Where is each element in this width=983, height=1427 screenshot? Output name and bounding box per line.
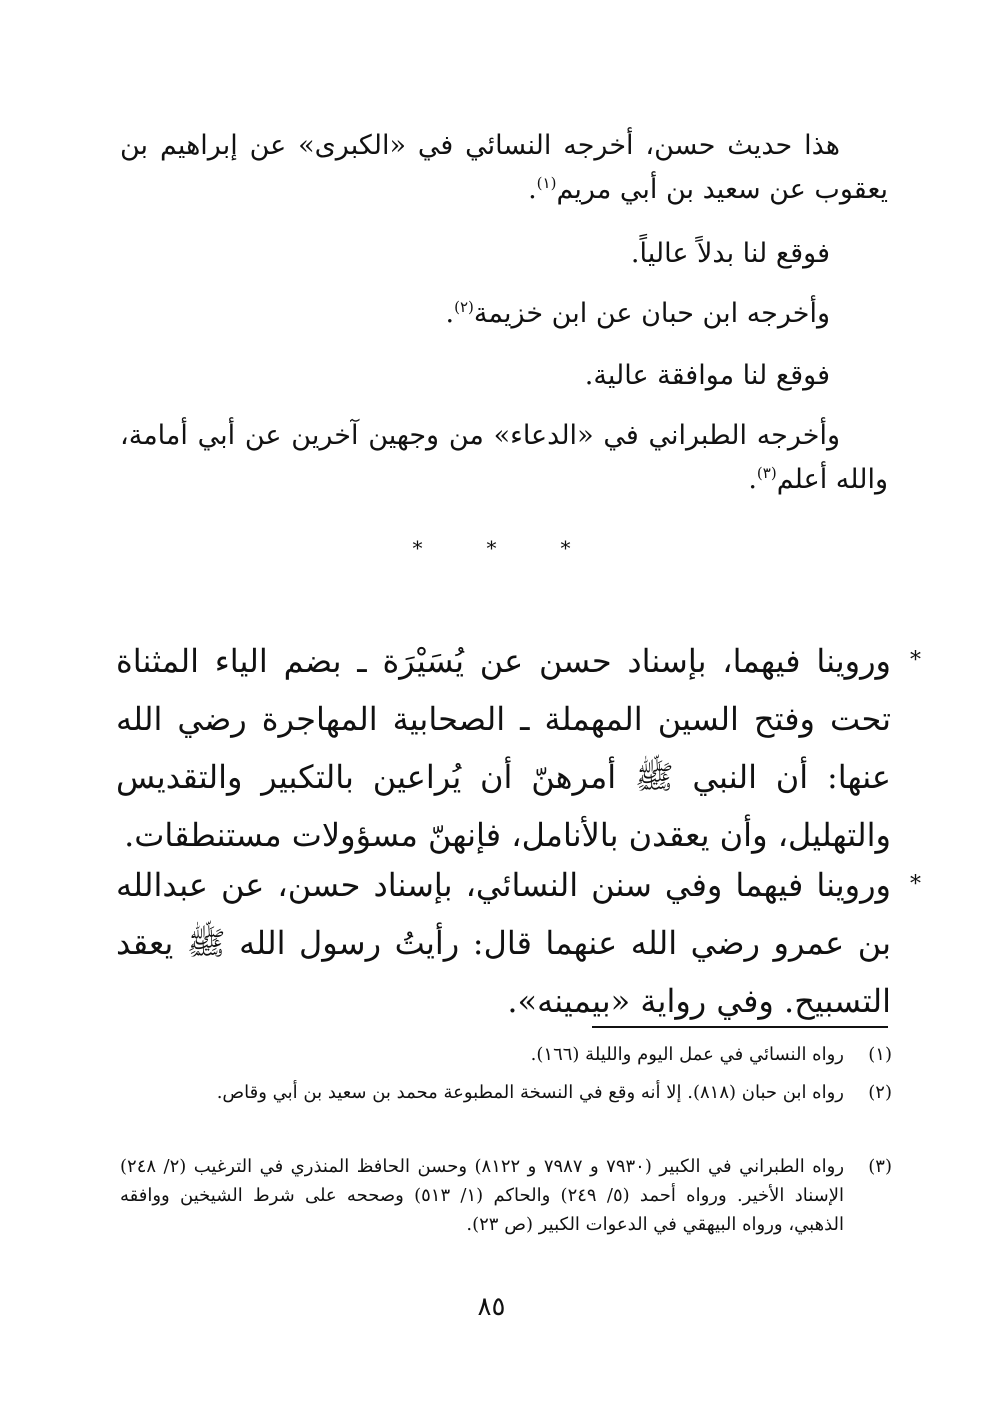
- narration-2-text: وروينا فيهما وفي سنن النسائي، بإسناد حسن، عن عبدالله بن عمرو رضي الله عنهما قال: رأيتُ رسول الله ﷺ يعقد التسبيح. وفي رواية «بيمينه».: [116, 866, 891, 1020]
- footnote-ref-3[interactable]: (٣): [756, 464, 777, 482]
- footnote-number: (١): [868, 1044, 892, 1065]
- narration-1: [116, 632, 921, 864]
- paragraph-5: وأخرجه الطبراني في «الدعاء» من وجهين آخرين عن أبي أمامة، والله أعلم$^{(٣)}$.: [120, 420, 888, 495]
- separator-star: *: [412, 536, 423, 560]
- paragraph-1-text: هذا حديث حسن، أخرجه النسائي في «الكبرى» عن إبراهيم بن يعقوب عن سعيد بن أبي مريم: [120, 130, 888, 205]
- paragraph-3: وأخرجه ابن حبان عن ابن خزيمة$^{(٢)}$.: [445, 298, 830, 329]
- footnote-text: رواه النسائي في عمل اليوم والليلة (١٦٦).: [530, 1044, 844, 1065]
- paragraph-1: هذا حديث حسن، أخرجه النسائي في «الكبرى» عن إبراهيم بن يعقوب عن سعيد بن أبي مريم$^{(١)}$.: [120, 130, 888, 205]
- page-number: ٨٥: [477, 1292, 506, 1322]
- paragraph-5-text: وأخرجه الطبراني في «الدعاء» من وجهين آخرين عن أبي أمامة، والله أعلم: [120, 420, 888, 495]
- paragraph-3-text: وأخرجه ابن حبان عن ابن خزيمة: [473, 298, 830, 329]
- section-separator: [0, 536, 983, 560]
- separator-star: *: [486, 536, 497, 560]
- paragraph-2: فوقع لنا بدلاً عالياً.: [630, 238, 830, 269]
- footnote-number: (٣): [868, 1156, 892, 1177]
- narration-2: [116, 856, 921, 1030]
- paragraph-4: فوقع لنا موافقة عالية.: [584, 360, 830, 391]
- footnote-3: [120, 1152, 892, 1239]
- footnote-divider: [592, 1026, 888, 1028]
- separator-star: *: [560, 536, 571, 560]
- footnote-number: (٢): [868, 1082, 892, 1103]
- footnote-1: [120, 1040, 892, 1069]
- footnote-text: رواه الطبراني في الكبير (٧٩٣٠ و ٧٩٨٧ و ٨١٢٢) وحسن الحافظ المنذري في الترغيب (٢/ ٢٤٨) الإسناد الأخير. ورواه أحمد (٥/ ٢٤٩) والحاكم (١/ ٥١٣) وصححه على شرط الشيخين ووافقه الذهبي، ورواه البيهقي في الدعوات الكبير (ص ٢٣).: [120, 1156, 845, 1235]
- footnote-text: رواه ابن حبان (٨١٨). إلا أنه وقع في النسخة المطبوعة محمد بن سعيد بن أبي وقاص.: [216, 1082, 844, 1103]
- narration-mark: *: [910, 872, 921, 897]
- footnote-ref-2[interactable]: (٢): [454, 298, 474, 316]
- footnote-ref-1[interactable]: (١): [536, 174, 557, 192]
- footnote-2: [120, 1078, 892, 1107]
- narration-1-text: وروينا فيهما، بإسناد حسن عن يُسَيْرَة ـ بضم الياء المثناة تحت وفتح السين المهملة ـ الصحابية المهاجرة رضي الله عنها: أن النبي ﷺ أمرهنّ أن يُراعين بالتكبير والتقديس والتهليل، وأن يعقدن بالأنامل، فإنهنّ مسؤولات مستنطقات.: [116, 642, 891, 854]
- narration-mark: *: [910, 648, 921, 673]
